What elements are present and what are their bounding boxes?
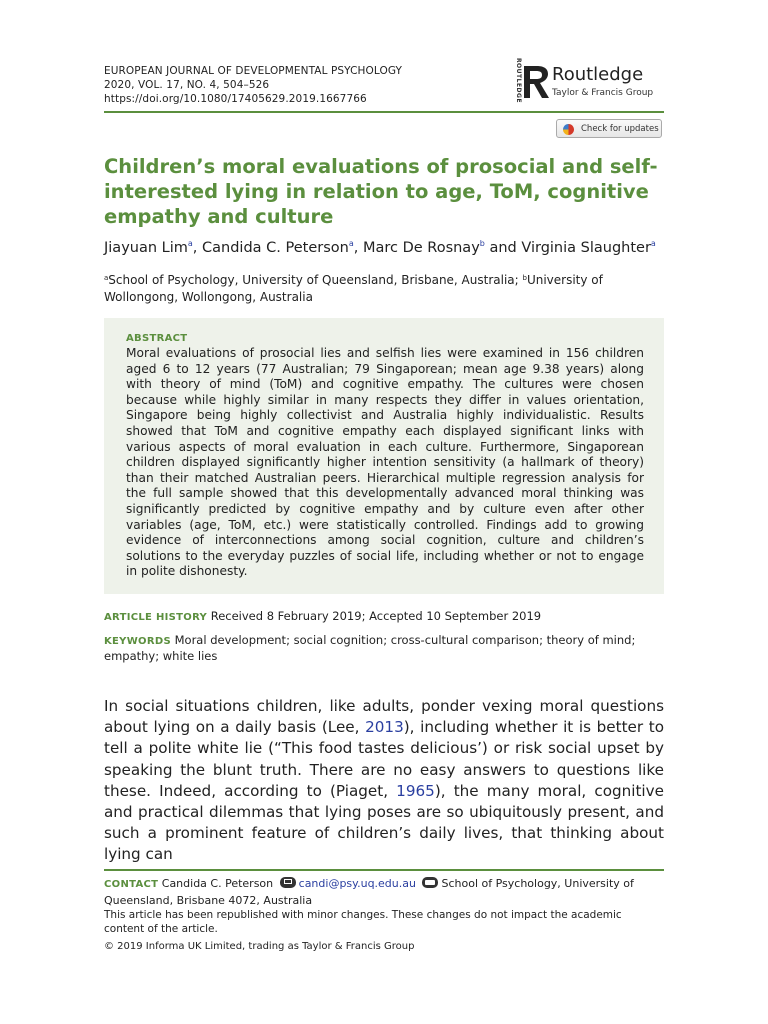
- header-rule: [104, 111, 664, 113]
- body-text-segment: ), the many moral, cognitive and practical dilemmas that lying poses are so ubiquitously present, and such a prominent feature of children’s daily lives, that thinking about lying can: [104, 781, 664, 864]
- keywords: [104, 633, 664, 664]
- history-label: ARTICLE HISTORY: [104, 612, 208, 623]
- republish-note: This article has been republished with minor changes. These changes do not impact the academic content of the article.: [104, 909, 622, 935]
- check-updates-label: Check for updates: [581, 124, 659, 134]
- doi-link[interactable]: https://doi.org/10.1080/17405629.2019.1667766: [104, 93, 367, 105]
- affiliations: [104, 270, 664, 306]
- author-affiliation-mark[interactable]: a: [348, 239, 354, 248]
- contact-name: Candida C. Peterson: [161, 877, 274, 890]
- email-icon: [280, 877, 296, 888]
- publisher-logo: [510, 57, 670, 104]
- body-paragraph: [104, 696, 664, 866]
- publisher-vertical-mark: ROUTLEDGE: [515, 57, 523, 104]
- article-title: Children’s moral evaluations of prosocial and self-interested lying in relation to age, ToM, cognitive empathy and culture: [104, 155, 658, 228]
- affiliation-mark-b: b: [522, 274, 527, 282]
- author-separator: ,: [353, 240, 363, 256]
- author-separator: and: [484, 240, 522, 256]
- copyright: © 2019 Informa UK Limited, trading as Taylor & Francis Group: [104, 941, 415, 952]
- routledge-r-icon: [520, 62, 550, 102]
- author-name: Virginia Slaughter: [521, 240, 651, 256]
- article-history: [104, 609, 541, 625]
- keywords-text: Moral development; social cognition; cross-cultural comparison; theory of mind; empathy; white lies: [104, 633, 636, 663]
- contact-info: [104, 876, 664, 909]
- publisher-name: Routledge: [552, 64, 644, 85]
- check-updates-button[interactable]: [556, 119, 662, 138]
- address-icon: [422, 877, 438, 888]
- journal-header: [104, 64, 402, 106]
- author-name: Candida C. Peterson: [202, 240, 349, 256]
- author-affiliation-mark[interactable]: b: [479, 239, 485, 248]
- affiliation-mark-a: a: [104, 274, 109, 282]
- abstract-text: Moral evaluations of prosocial lies and selfish lies were examined in 156 children aged 6 to 12 years (77 Australian; 79 Singaporean; mean age 9.38 years) along with theory of mind (ToM) and cognitive empathy. The cultures were chosen because while highly similar in many respects they differ in values orientation, Singapore being highly collectivist and Australia highly individualistic. Results showed that ToM and cognitive empathy each displayed significant links with various aspects of moral evaluation in each culture. Furthermore, Singaporean children displayed significantly higher intention sensitivity (a hallmark of theory) than their matched Australian peers. Hierarchical multiple regression analysis for the full sample showed that this developmentally advanced moral thinking was significantly predicted by cognitive empathy and by culture even after other variables (age, ToM, etc.) were statistically controlled. Findings add to growing evidence of interconnections among social cognition, culture and children’s solutions to the everyday puzzles of social life, including whether or not to engage in polite dishonesty.: [126, 346, 644, 579]
- volume-info: 2020, VOL. 17, NO. 4, 504–526: [104, 79, 270, 91]
- contact-label: CONTACT: [104, 879, 159, 890]
- keywords-label: KEYWORDS: [104, 636, 171, 647]
- contact-address: School of Psychology, University of Queensland, Brisbane 4072, Australia: [104, 877, 634, 907]
- citation-link[interactable]: 1965: [396, 781, 435, 800]
- history-text: Received 8 February 2019; Accepted 10 September 2019: [210, 609, 542, 623]
- journal-name: EUROPEAN JOURNAL OF DEVELOPMENTAL PSYCHOLOGY: [104, 65, 403, 77]
- author-separator: ,: [192, 240, 203, 256]
- author-affiliation-mark[interactable]: a: [187, 239, 193, 248]
- body-text-segment: In social situations children, like adults, ponder vexing moral questions about lying on a daily basis (Lee,: [104, 697, 664, 737]
- abstract-heading: ABSTRACT: [126, 333, 188, 344]
- author-name: Marc De Rosnay: [362, 240, 480, 256]
- check-updates-icon: [563, 124, 574, 135]
- affiliation-b: University of Wollongong, Wollongong, Australia: [104, 273, 603, 304]
- author-list: [104, 234, 684, 258]
- affiliation-a: School of Psychology, University of Queensland, Brisbane, Australia;: [108, 273, 523, 287]
- publisher-subtitle: Taylor & Francis Group: [552, 88, 654, 98]
- body-text-segment: ), including whether it is better to tell a polite white lie (“This food tastes delicious’) or risk social upset by speaking the blunt truth. There are no easy answers to questions like these. Indeed, according to (Piaget,: [104, 718, 664, 800]
- footer-rule: [104, 869, 664, 871]
- author-affiliation-mark[interactable]: a: [650, 239, 656, 248]
- email-link[interactable]: candi@psy.uq.edu.au: [298, 877, 416, 890]
- citation-link[interactable]: 2013: [365, 718, 404, 737]
- author-name: Jiayuan Lim: [104, 240, 188, 256]
